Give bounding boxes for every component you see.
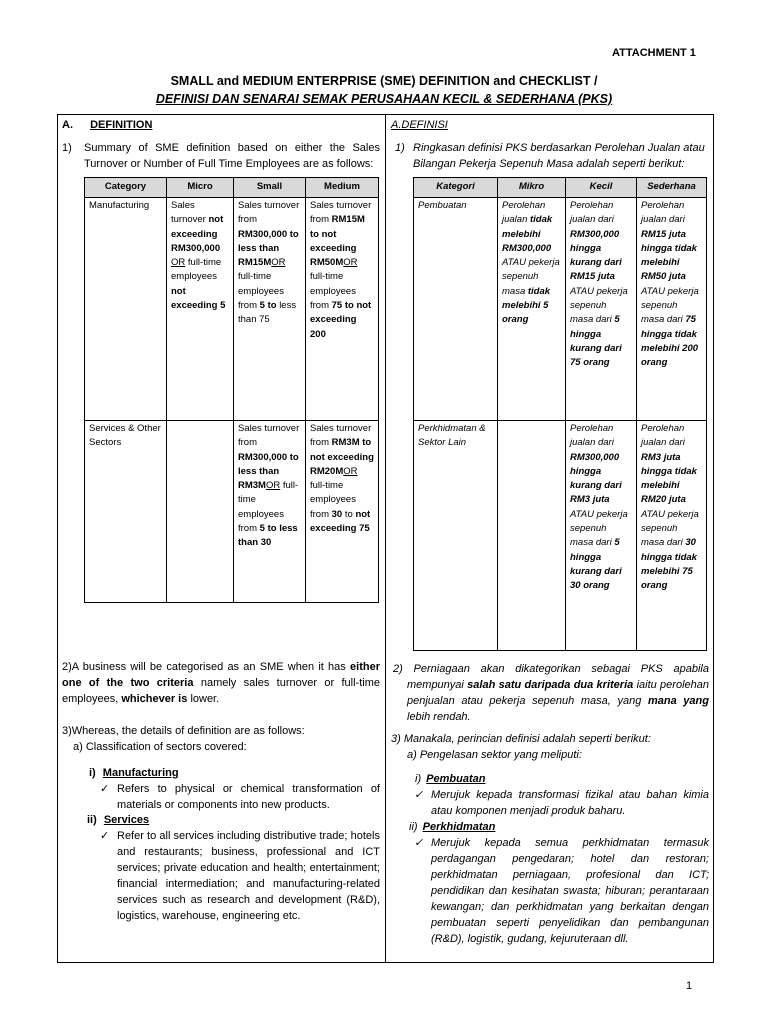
table-header: Kecil [566, 178, 637, 198]
definisi-paragraph-2 [391, 661, 709, 725]
manufacturing-heading [62, 765, 380, 781]
table-header: Micro [167, 178, 234, 198]
definition-paragraph-3a: a) Classification of sectors covered: [73, 741, 247, 753]
item-text: Merujuk kepada transformasi fizikal atau bahan kimia atau komponen menjadi produk baharu. [431, 789, 709, 817]
definition-paragraph-3: 3)Whereas, the details of definition are as follows: [62, 725, 305, 737]
cell-text: Perolehan jualan dari [570, 423, 614, 449]
cell-text: full-time employees from [238, 271, 284, 312]
item-heading: Pembuatan [426, 773, 486, 785]
attachment-label: ATTACHMENT 1 [612, 47, 696, 59]
category-label: Services & Other Sectors [89, 423, 161, 449]
paragraph-text: Ringkasan definisi PKS berdasarkan Perolehan Jualan atau Bilangan Pekerja Sepenuh Masa adalah seperti berikut: [413, 142, 705, 170]
table-cell-medium [306, 198, 379, 421]
paragraph-text-bold: mana yang [647, 695, 709, 707]
item-heading: Manufacturing [102, 767, 179, 779]
definisi-paragraph-1 [391, 140, 709, 172]
cell-text: full-time employees from [310, 480, 356, 520]
paragraph-text: lebih rendah. [407, 711, 471, 723]
check-icon: ✓ [100, 783, 110, 795]
table-header: Category [85, 178, 167, 198]
cell-text: RM300,000 hingga kurang dari RM15 juta [570, 228, 622, 283]
table-cell-micro [498, 198, 566, 421]
sme-definition-table-malay [413, 177, 707, 651]
document-title-english: SMALL and MEDIUM ENTERPRISE (SME) DEFINITION and CHECKLIST / [170, 74, 598, 88]
item-heading: Services [103, 814, 150, 826]
table-header: Kategori [414, 178, 498, 198]
cell-text: ATAU pekerja sepenuh masa dari [570, 285, 628, 326]
column-divider [385, 114, 386, 963]
cell-text: RM300,000 to less than RM3M [238, 451, 299, 492]
perkhidmatan-description [391, 835, 709, 947]
cell-text: not exceeding 5 [171, 285, 226, 312]
perkhidmatan-heading [391, 819, 709, 835]
cell-text: ATAU pekerja sepenuh masa [502, 257, 560, 297]
check-icon: ✓ [100, 830, 110, 842]
item-number: i) [415, 773, 422, 785]
table-cell-category [85, 421, 167, 603]
cell-text: Sales turnover from [310, 423, 372, 449]
cell-text: Sales turnover from [310, 200, 372, 226]
cell-text: Sales turnover from [238, 423, 300, 449]
cell-text: to [267, 523, 277, 535]
cell-text: to [267, 300, 277, 312]
table-header: Sederhana [637, 178, 707, 198]
cell-text: RM15M to not exceeding RM50M [310, 214, 365, 269]
table-cell-category [85, 198, 167, 421]
cell-text: RM3M to not exceeding RM20M [310, 437, 374, 477]
cell-text: RM300,000 to less than RM15M [238, 228, 299, 269]
sme-definition-table-en [84, 177, 379, 603]
pembuatan-heading [391, 771, 709, 787]
table-cell-small [566, 198, 637, 421]
cell-text: ATAU pekerja sepenuh masa dari [641, 508, 699, 549]
paragraph-text-bold: whichever is [121, 693, 188, 705]
item-number: ii) [87, 814, 97, 826]
item-heading: Perkhidmatan [422, 821, 496, 833]
definition-paragraph-1 [62, 140, 380, 172]
table-cell-medium [306, 421, 379, 603]
item-text: Refer to all services including distributive trade; hotels and restaurants; business, professional and ICT services; private education and health; entertainment; financial intermediation; and manufacturing-related services such as research and development (R&D), logistics, warehouse, engineering etc. [117, 830, 380, 922]
cell-text: ATAU pekerja sepenuh masa dari [570, 508, 628, 549]
paragraph-number: 1) [395, 142, 405, 154]
cell-text: OR [265, 480, 281, 492]
page-number: 1 [686, 980, 693, 992]
cell-text: ATAU pekerja sepenuh masa dari [641, 285, 699, 326]
check-icon: ✓ [414, 837, 424, 849]
cell-text: 5 hingga kurang dari 75 orang [570, 314, 622, 369]
table-cell-small [234, 198, 306, 421]
section-title: DEFINITION [90, 119, 153, 131]
table-cell-micro [167, 421, 234, 603]
paragraph-text-bold: either one of the two criteria [62, 661, 380, 689]
cell-text: Sales turnover from [238, 200, 300, 226]
table-cell-medium [637, 421, 707, 651]
cell-text: full-time employees [171, 257, 222, 283]
section-title: A.DEFINISI [391, 119, 448, 131]
cell-text: 30 [331, 508, 343, 520]
cell-text: 75 to not exceeding 200 [310, 300, 372, 340]
check-icon: ✓ [414, 789, 424, 801]
cell-text: full-time employees from [238, 480, 299, 535]
table-cell-category [414, 198, 498, 421]
document-title-malay: DEFINISI DAN SENARAI SEMAK PERUSAHAAN KECIL & SEDERHANA (PKS) [155, 92, 613, 106]
section-a-heading [62, 117, 380, 133]
cell-text: less than 75 [238, 300, 297, 326]
cell-text: RM3 juta hingga tidak melebihi RM20 juta [641, 451, 697, 506]
paragraph-number: 1) [62, 142, 72, 154]
cell-text: not exceeding 75 [310, 508, 371, 535]
cell-text: OR [171, 257, 186, 269]
definition-paragraph-2 [62, 659, 380, 707]
paragraph-text: 2) Perniagaan akan dikategorikan sebagai PKS apabila mempunyai [393, 663, 709, 691]
item-number: ii) [409, 821, 418, 833]
table-header: Medium [306, 178, 379, 198]
cell-text: Sales turnover [171, 200, 206, 226]
definisi-paragraph-3: 3) Manakala, perincian definisi adalah seperti berikut: [391, 733, 651, 745]
item-number: i) [89, 767, 96, 779]
cell-text: to [344, 508, 353, 520]
cell-text: OR [343, 465, 358, 477]
cell-text: less than 30 [238, 523, 298, 549]
cell-text: tidak melebihi RM300,000 [502, 214, 553, 254]
services-description [62, 828, 380, 924]
cell-text: Perolehan jualan dari [641, 423, 685, 449]
category-label: Manufacturing [89, 200, 150, 211]
cell-text: OR [343, 257, 358, 269]
section-a-heading-malay [391, 117, 709, 133]
pembuatan-description [391, 787, 709, 819]
cell-text: Perolehan jualan dari [570, 200, 614, 226]
cell-text: full-time employees from [310, 271, 356, 312]
table-cell-small [234, 421, 306, 603]
cell-text: 30 hingga tidak melebihi 75 orang [641, 537, 697, 592]
table-header: Small [234, 178, 306, 198]
category-label: Perkhidmatan & Sektor Lain [418, 423, 486, 449]
cell-text: 5 [259, 300, 265, 312]
table-cell-micro [167, 198, 234, 421]
cell-text: Perolehan jualan [502, 200, 546, 226]
table-header: Mikro [498, 178, 566, 198]
paragraph-text: Summary of SME definition based on either the Sales Turnover or Number of Full Time Employees are as follows: [84, 142, 380, 170]
services-heading [62, 812, 380, 828]
paragraph-text-bold: salah satu daripada dua kriteria [467, 679, 634, 691]
item-text: Refers to physical or chemical transformation of materials or components into new products. [117, 783, 380, 811]
cell-text: 75 hingga tidak melebihi 200 orang [641, 314, 699, 369]
manufacturing-description [62, 781, 380, 813]
cell-text: 5 hingga kurang dari 30 orang [570, 537, 622, 592]
cell-text: OR [271, 257, 286, 269]
paragraph-text: namely sales turnover or full-time employees, [62, 677, 380, 705]
cell-text: Perolehan jualan dari [641, 200, 685, 226]
section-letter: A. [62, 119, 73, 131]
cell-text: tidak melebihi 5 orang [502, 285, 551, 326]
table-cell-micro [498, 421, 566, 651]
paragraph-text: lower. [190, 693, 220, 705]
cell-text: RM300,000 hingga kurang dari RM3 juta [570, 451, 622, 506]
table-cell-category [414, 421, 498, 651]
cell-text: not exceeding RM300,000 [171, 214, 224, 254]
cell-text: 5 [259, 523, 265, 535]
paragraph-text: 2)A business will be categorised as an SME when it has [62, 661, 346, 673]
item-text: Merujuk kepada semua perkhidmatan termasuk perdagangan pengedaran; hotel dan restoran; perkhidmatan perniagaan, profesional dan ICT; pendidikan dan kesihatan swasta; hiburan; perantaraan kewangan; dan perkhidmatan yang berkaitan dengan pembuatan seperti penyelidikan dan pembangunan (R&D), logistik, gudang, kejuruteraan dll. [431, 837, 709, 945]
table-cell-small [566, 421, 637, 651]
table-cell-medium [637, 198, 707, 421]
paragraph-text: iaitu perolehan penjualan atau pekerja sepenuh masa, yang [407, 679, 709, 707]
cell-text: RM15 juta hingga tidak melebihi RM50 juta [641, 228, 697, 283]
definisi-paragraph-3a: a) Pengelasan sektor yang meliputi: [407, 749, 582, 761]
category-label: Pembuatan [418, 200, 467, 211]
